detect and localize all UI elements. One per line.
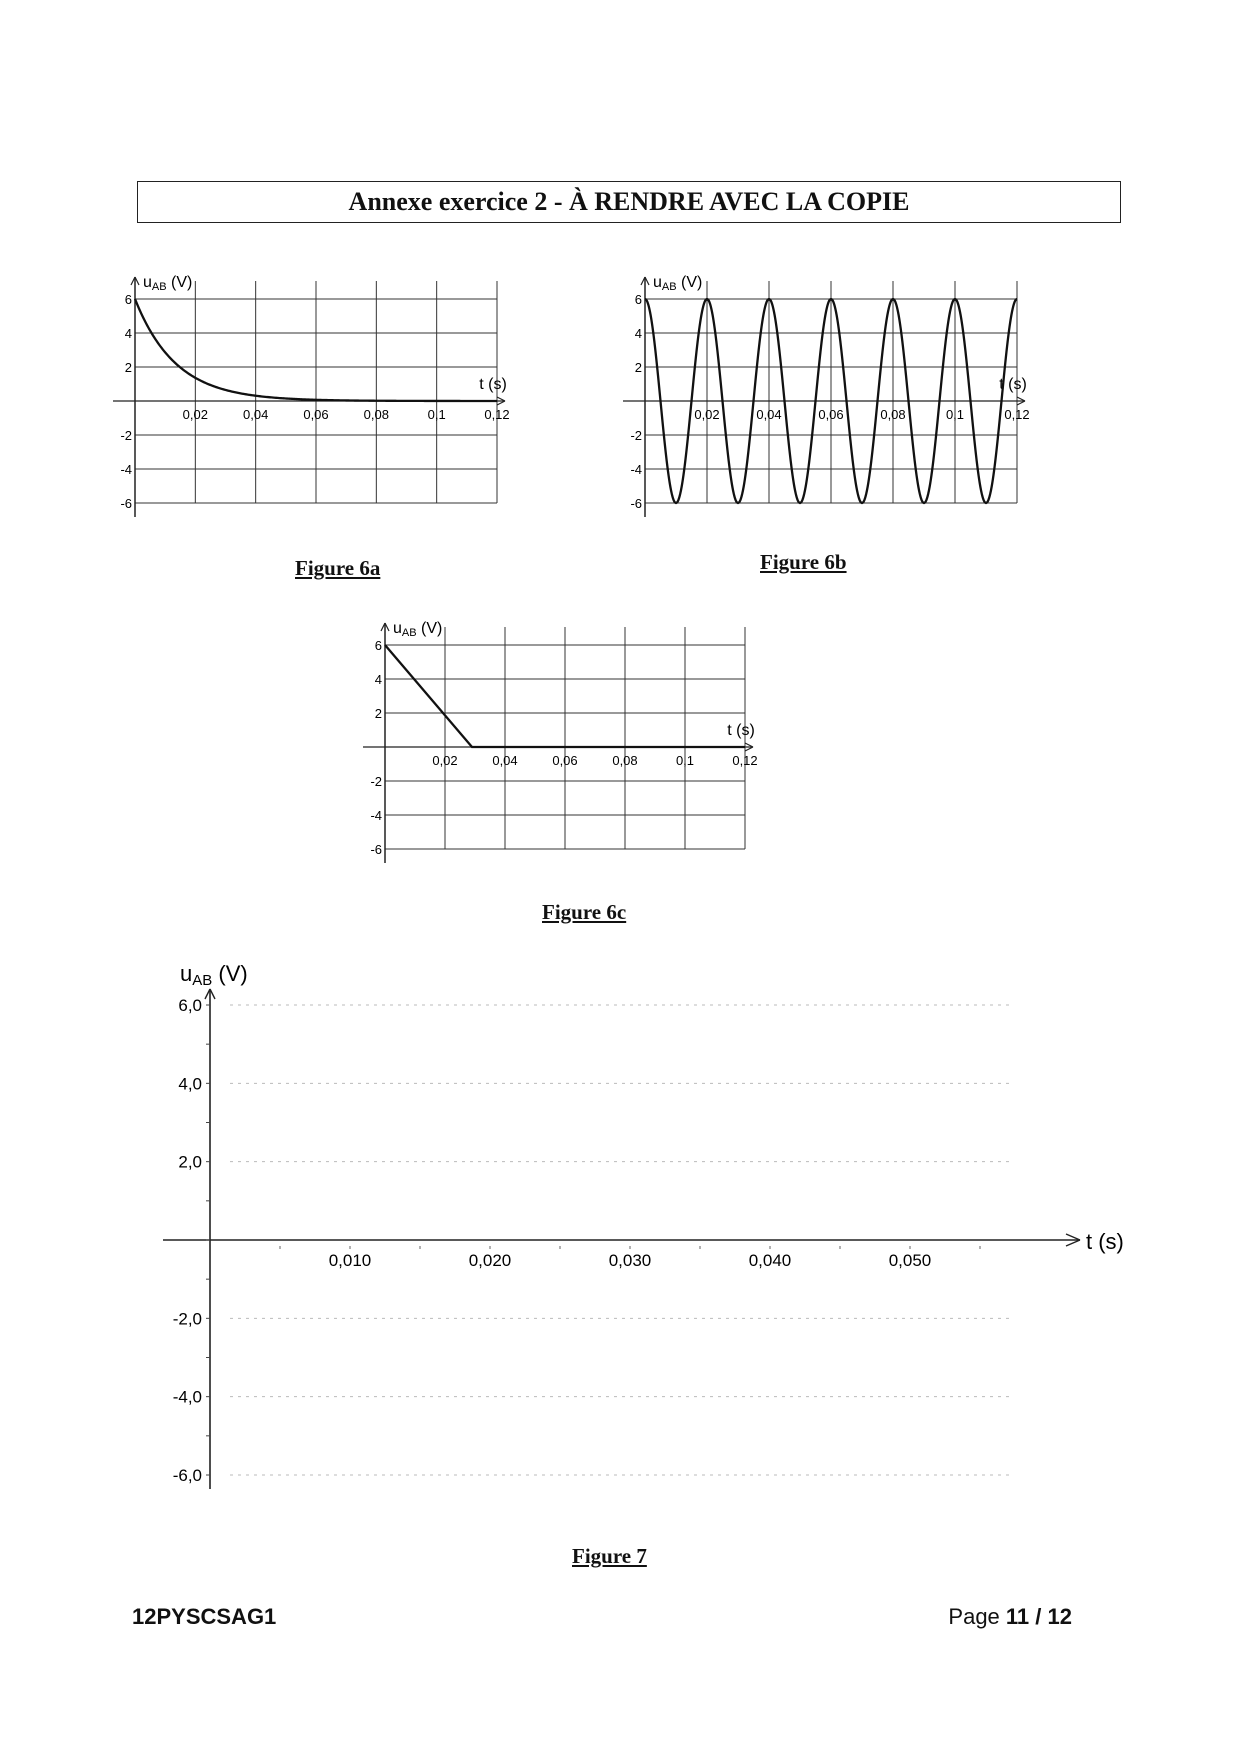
page-number [948, 1604, 1072, 1630]
y-tick-label: 4 [634, 326, 642, 341]
y-tick-label: 6 [124, 292, 132, 307]
y-tick-label: 4 [124, 326, 132, 341]
x-tick-label: 0,08 [880, 407, 906, 422]
x-tick-label: 0,020 [468, 1251, 512, 1270]
y-tick-label: -6 [370, 842, 382, 857]
y-tick-label: 6,0 [178, 996, 202, 1015]
x-tick-label: 0,02 [694, 407, 720, 422]
y-tick-label: -4 [370, 808, 382, 823]
figure-6a-chart [115, 270, 575, 545]
y-tick-label: -6,0 [172, 1466, 202, 1485]
x-axis-label: t (s) [727, 722, 755, 739]
x-tick-label: 0,04 [243, 407, 269, 422]
x-tick-label: 0,12 [732, 753, 758, 768]
x-tick-label: 0,010 [328, 1251, 372, 1270]
figure-7-caption: Figure 7 [572, 1544, 647, 1568]
y-tick-label: -4 [120, 462, 132, 477]
page-current: 11 [1005, 1604, 1030, 1629]
x-tick-label: 0,08 [612, 753, 638, 768]
x-axis-label: t (s) [999, 376, 1027, 393]
y-tick-label: 2,0 [178, 1152, 202, 1172]
x-axis-label: t (s) [479, 376, 507, 393]
figure-6b-chart [600, 270, 1070, 545]
y-axis-label: uAB (V) [653, 274, 703, 293]
page-total: 12 [1047, 1604, 1072, 1629]
annex-title: Annexe exercice 2 - À RENDRE AVEC LA COPIE [137, 181, 1121, 223]
y-tick-label: 2 [374, 706, 382, 721]
x-tick-label: 0,06 [552, 753, 578, 768]
x-tick-label: 0,040 [748, 1251, 792, 1270]
x-tick-label: 0,030 [608, 1251, 652, 1270]
y-axis-label: uAB (V) [180, 961, 248, 989]
y-tick-label: -2,0 [172, 1309, 202, 1329]
x-tick-label: 0,1 [675, 753, 695, 768]
x-tick-label: 0,04 [492, 753, 518, 768]
y-tick-label: -2 [120, 428, 132, 443]
x-tick-label: 0,06 [818, 407, 844, 422]
figure-6b-caption: Figure 6b [760, 550, 847, 574]
document-code: 12PYSCSAG1 [132, 1604, 277, 1629]
y-tick-label: -6 [630, 496, 642, 511]
page-separator: / [1029, 1604, 1048, 1629]
figure-7-chart [150, 961, 1124, 1520]
x-axis-label: t (s) [1086, 1229, 1124, 1254]
y-axis-label: uAB (V) [143, 274, 193, 293]
x-tick-label: 0,1 [945, 407, 965, 422]
y-tick-label: -2 [370, 774, 382, 789]
x-tick-label: 0,12 [1004, 407, 1030, 422]
page-prefix: Page [948, 1604, 1006, 1629]
y-tick-label: 4,0 [178, 1074, 202, 1094]
y-axis-label: uAB (V) [393, 620, 443, 639]
x-tick-label: 0,02 [182, 407, 208, 422]
x-tick-label: 0,02 [432, 753, 458, 768]
figure-6a-caption: Figure 6a [295, 556, 381, 580]
x-tick-label: 0,12 [484, 407, 510, 422]
y-tick-label: 6 [634, 292, 642, 307]
y-tick-label: 2 [124, 360, 132, 375]
y-tick-label: 6 [374, 638, 382, 653]
x-tick-label: 0,1 [427, 407, 446, 422]
y-tick-label: 2 [634, 360, 642, 375]
y-tick-label: -6 [120, 496, 132, 511]
x-tick-label: 0,050 [888, 1251, 932, 1270]
figure-6c-caption: Figure 6c [542, 900, 627, 924]
y-tick-label: 4 [374, 672, 382, 687]
x-tick-label: 0,04 [756, 407, 782, 422]
x-tick-label: 0,06 [303, 407, 329, 422]
y-tick-label: -2 [630, 428, 642, 443]
y-tick-label: -4 [630, 462, 642, 477]
figure-6c-chart [370, 616, 830, 891]
x-tick-label: 0,08 [363, 407, 389, 422]
y-tick-label: -4,0 [172, 1387, 202, 1407]
